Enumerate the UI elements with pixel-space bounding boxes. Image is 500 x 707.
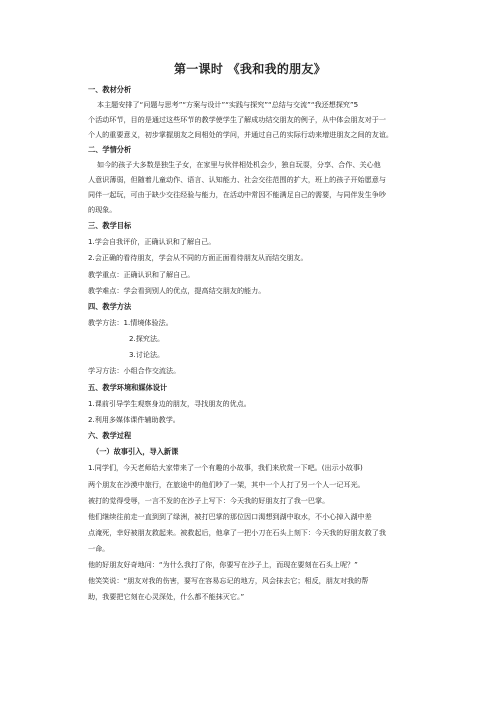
paragraph-line: 本主题安排了“问题与思考”“方案与设计”“实践与探究”“总结与交流”“我还想探究”5 — [97, 100, 359, 109]
section-heading-teaching-process: 六、教学过程 — [88, 431, 132, 440]
section-heading-textbook-analysis: 一、教材分析 — [88, 85, 132, 94]
list-item: 2.会正确的看待朋友，学会从不同的方面正面看待朋友从而结交朋友。 — [88, 253, 308, 262]
paragraph-line: 个活动环节，目的是通过这些环节的教学使学生了解成功结交朋友的例子，从中体会朋友对于一 — [88, 115, 386, 124]
list-item: 3.讨论法。 — [129, 350, 165, 359]
paragraph-line: 他的好朋友好奇地问：“为什么我打了你，你要写在沙子上，而现在要刻在石头上呢？” — [88, 560, 358, 569]
paragraph-line: 被打的觉得受辱，一言不发的在沙子上写下：今天我的好朋友打了我一巴掌。 — [88, 496, 330, 505]
page-title: 第一课时 《我和我的朋友》 — [173, 62, 327, 76]
paragraph-line: 1.同学们，今天老师给大家带来了一个有趣的小故事，我们来欣赏一下吧。(出示小故事) — [88, 463, 363, 472]
subsection-heading: （一）故事引入，导入新课 — [92, 447, 179, 456]
list-item: 1.学会自我评价，正确认识和了解自己。 — [88, 237, 216, 246]
key-point: 教学重点：正确认识和了解自己。 — [88, 270, 195, 279]
section-heading-student-analysis: 二、学情分析 — [88, 145, 132, 154]
paragraph-line: 两个朋友在沙漠中旅行，在旅途中的他们吵了一架，其中一个人打了另一个人一记耳光。 — [88, 480, 365, 489]
learning-method: 学习方法：小组合作交流法。 — [88, 366, 181, 375]
paragraph-line: 点淹死，幸好被朋友救起来。被救起后，他拿了一把小刀在石头上刻下：今天我的好朋友救了我 — [88, 528, 386, 537]
paragraph-line: 人意识薄弱，但随着儿童动作、语言、认知能力、社会交往范围的扩大，班上的孩子开始愿意与 — [88, 175, 386, 184]
list-item: 1.课前引导学生观察身边的朋友，寻找朋友的优点。 — [88, 399, 251, 408]
paragraph-line: 一命。 — [88, 544, 110, 553]
paragraph-line: 的现象。 — [88, 205, 117, 214]
section-heading-teaching-methods: 四、教学方法 — [88, 302, 132, 311]
list-item: 2.利用多媒体课件辅助教学。 — [88, 415, 180, 424]
paragraph-line: 同伴一起玩，可由于缺少交往经验与能力，在活动中常因不能满足自己的需要，与同伴发生争吵 — [88, 190, 386, 199]
paragraph-line: 他笑笑说：“朋友对我的伤害，要写在容易忘记的地方，风会抹去它；相反，朋友对我的帮 — [88, 576, 369, 585]
list-item: 2.探究法。 — [129, 334, 165, 343]
list-item: 教学方法：1.情境体验法。 — [88, 318, 173, 327]
paragraph-line: 助，我要把它刻在心灵深处，什么都不能抹灭它。” — [88, 592, 245, 601]
paragraph-line: 如今的孩子大多数是独生子女，在家里与伙伴相处机会少，独自玩耍，分享、合作、关心他 — [97, 160, 381, 169]
difficult-point: 教学难点：学会看到别人的优点，提高结交朋友的能力。 — [88, 286, 266, 295]
paragraph-line: 个人的重要意义，初步掌握朋友之间相处的学问，并通过自己的实际行动来增进朋友之间的友谊。 — [88, 130, 394, 139]
paragraph-line: 他们继续往前走一直到到了绿洲，被打巴掌的那位因口渴想到湖中取水，不小心掉入湖中差 — [88, 512, 372, 521]
section-heading-environment-media: 五、教学环境和媒体设计 — [88, 383, 168, 392]
section-heading-teaching-goals: 三、教学目标 — [88, 221, 132, 230]
